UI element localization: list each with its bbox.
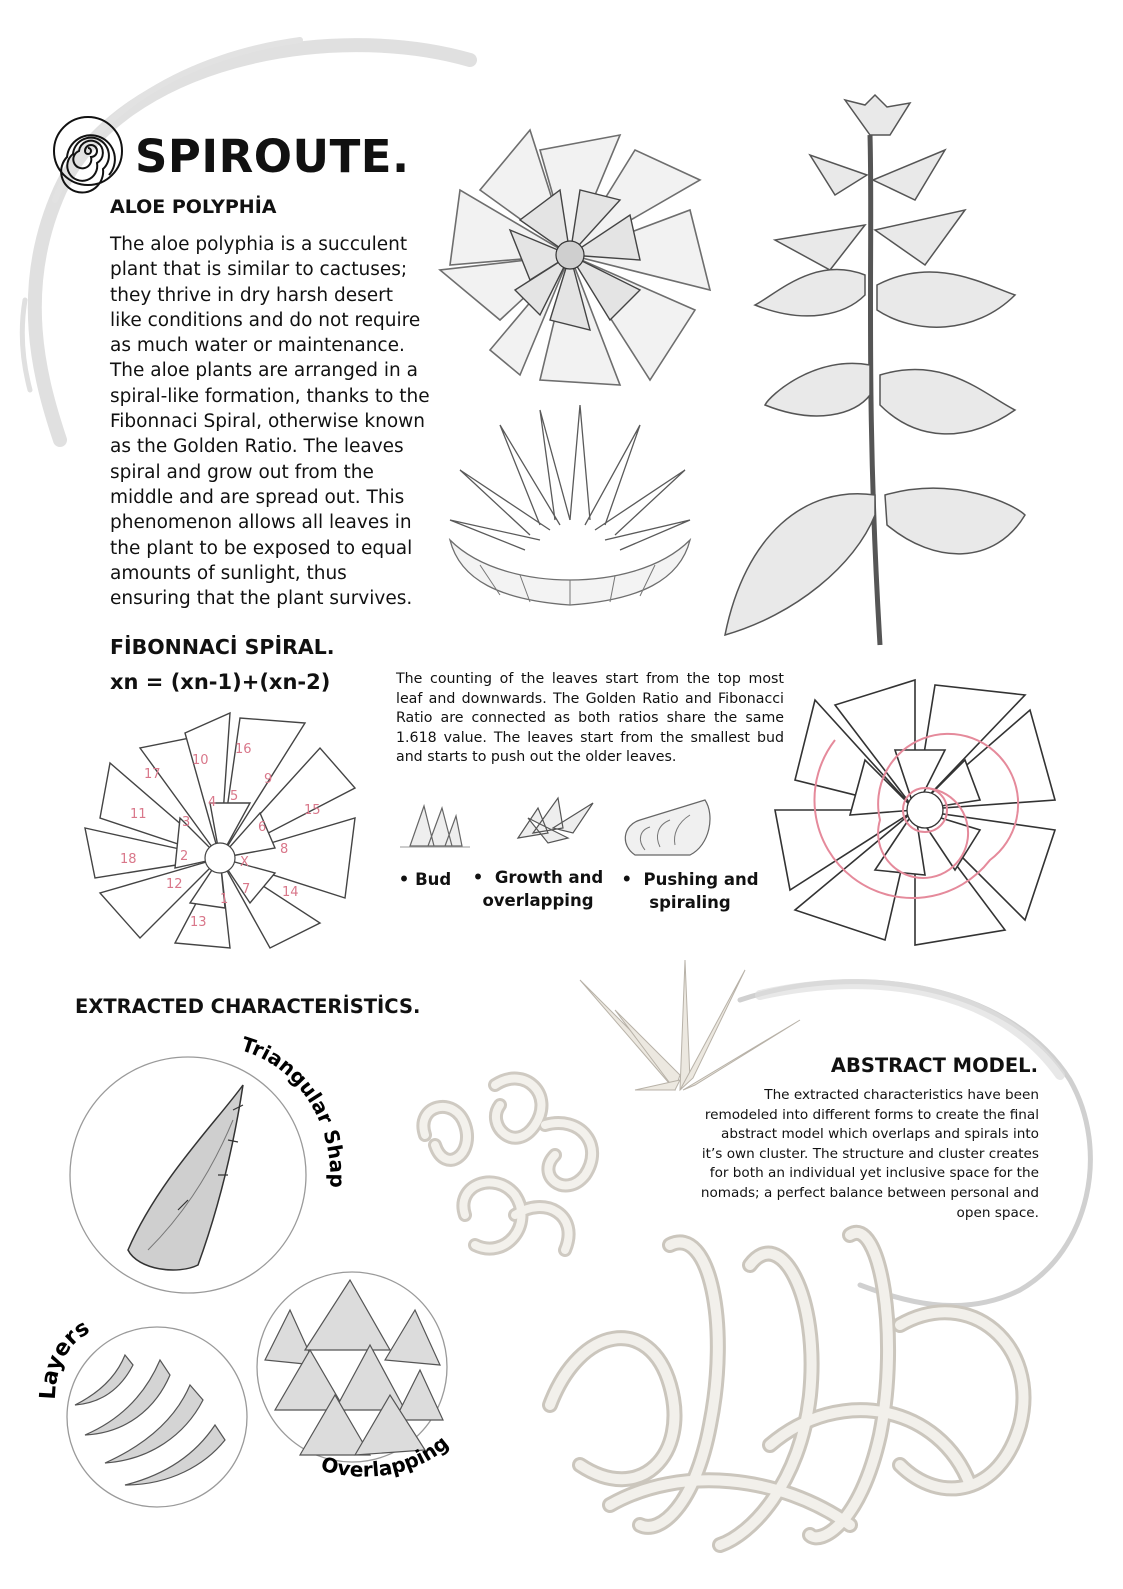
overlapping-label-text: Overlapping — [318, 1430, 454, 1482]
stage-bud: • Bud — [398, 870, 452, 889]
aloe-heading: ALOE POLYPHİA — [110, 196, 277, 218]
stage-growth: • Growth and overlapping — [468, 866, 608, 912]
leaf-number: 1 — [220, 892, 229, 907]
leaf-number: 3 — [182, 815, 191, 830]
spiral-icon — [52, 115, 124, 187]
leaf-number: 6 — [258, 820, 267, 835]
svg-text:Layers — [36, 1315, 94, 1400]
abstract-description: The extracted characteristics have been remodeled into different forms to create the final abstract model which overlaps and spirals into it’s own cluster. The structure and cluster creates for both an individual yet inclusive space for the nomads; a perfect balance between personal and open space. — [700, 1087, 1039, 1221]
spiral-rosette-diagram — [775, 680, 1060, 945]
paper-model-cluster — [520, 1205, 1060, 1570]
stem-plant-sketch — [715, 95, 1035, 650]
layers-label-text: Layers — [35, 1315, 95, 1401]
numbered-rosette-diagram — [80, 708, 360, 953]
layers-label — [30, 1315, 120, 1405]
aloe-side-sketch — [440, 400, 700, 610]
overlapping-label — [315, 1420, 475, 1500]
leaf-number: 10 — [192, 753, 209, 768]
intro-paragraph-2: The aloe plants are arranged in a spiral-like formation, thanks to the Fibonnaci Spiral, otherwise known as the Golden Ratio. The leaves spiral and grow out from the middle and are spread out. This phenomenon allows all leaves in the plant to be exposed to equal amounts of sunlight, thus ensuring that the plant survives. — [110, 360, 430, 610]
growth-sketch — [508, 788, 598, 848]
leaf-number: 17 — [144, 767, 161, 782]
pushing-sketch — [615, 795, 725, 865]
leaf-number: 4 — [208, 795, 217, 810]
fibonacci-formula: xn = (xn-1)+(xn-2) — [110, 670, 331, 694]
leaf-number: 12 — [166, 877, 183, 892]
stage-label: overlapping — [482, 891, 594, 910]
stage-label: Bud — [415, 870, 452, 889]
leaf-number: 18 — [120, 852, 137, 867]
abstract-heading: ABSTRACT MODEL. — [830, 1054, 1038, 1077]
triangular-label-text: Triangular Shape — [213, 1011, 350, 1188]
leaf-number: 9 — [264, 772, 273, 787]
intro-paragraph-1: The aloe polyphia is a succulent plant that is similar to cactuses; they thrive in dry harsh desert like conditions and do not require as much water or maintenance. — [110, 234, 421, 357]
bud-sketch — [400, 798, 470, 853]
svg-text:Triangular Shape — [213, 1011, 349, 1188]
leaf-number: 15 — [304, 803, 321, 818]
leaf-number: X — [240, 855, 249, 870]
leaf-number: 2 — [180, 849, 189, 864]
stage-label: Growth and — [494, 868, 604, 887]
leaf-number: 11 — [130, 807, 147, 822]
intro-text — [110, 232, 430, 611]
triangular-shape-label — [213, 1011, 360, 1200]
stage-label: spiraling — [649, 893, 731, 912]
aloe-rosette-sketch — [420, 120, 720, 390]
stage-pushing: • Pushing and spiraling — [621, 870, 759, 912]
fibonacci-heading: FİBONNACİ SPİRAL. — [110, 635, 335, 659]
svg-text:Overlapping — [319, 1431, 453, 1482]
leaf-number: 13 — [190, 915, 207, 930]
stage-label: Pushing and — [643, 870, 759, 889]
leaf-number: 14 — [282, 885, 299, 900]
leaf-number: 16 — [235, 742, 252, 757]
leaf-number: 8 — [280, 842, 289, 857]
leaf-number: 7 — [242, 882, 251, 897]
leaf-number: 5 — [230, 789, 239, 804]
fibonacci-description: The counting of the leaves start from the top most leaf and downwards. The Golden Ratio and Fibonacci Ratio are connected as both ratios share the same 1.618 value. The leaves start from the smallest bud and starts to push out the older leaves. — [396, 671, 784, 766]
page-title: SPIROUTE. — [135, 130, 410, 183]
characteristics-heading: EXTRACTED CHARACTERİSTİCS. — [75, 995, 421, 1018]
